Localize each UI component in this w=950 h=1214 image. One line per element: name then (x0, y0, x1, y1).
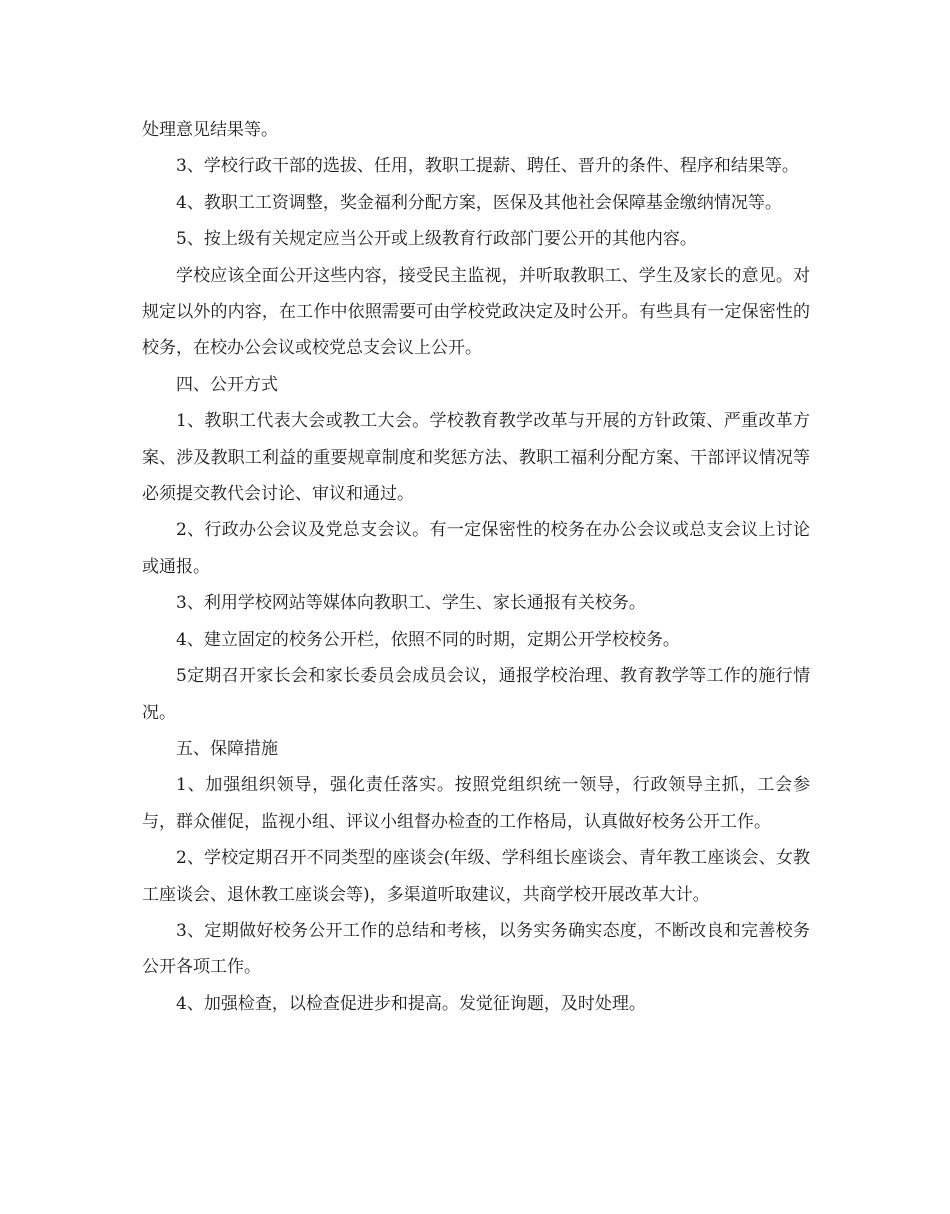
section-heading-methods: 四、公开方式 (176, 374, 278, 395)
paragraph-method-1: 1、教职工代表大会或教工大会。学校教育教学改革与开展的方针政策、严重改革方案、涉及教职工利益的重要规章制度和奖惩方法、教职工福利分配方案、干部评议情况等必须提交教代会讨论、审议和通过。 (142, 411, 810, 505)
paragraph-measure-2: 2、学校定期召开不同类型的座谈会(年级、学科组长座谈会、青年教工座谈会、女教工座谈会、退休教工座谈会等)，多渠道听取建议，共商学校开展改革大计。 (142, 848, 810, 905)
paragraph-item-4-wages: 4、教职工工资调整，奖金福利分配方案，医保及其他社会保障基金缴纳情况等。 (176, 192, 782, 213)
paragraph-method-2: 2、行政办公会议及党总支会议。有一定保密性的校务在办公会议或总支会议上讨论或通报。 (142, 520, 810, 577)
section-heading-measures: 五、保障措施 (176, 738, 278, 759)
paragraph-disclosure-scope: 学校应该全面公开这些内容，接受民主监视，并听取教职工、学生及家长的意见。对规定以外的内容，在工作中依照需要可由学校党政决定及时公开。有些具有一定保密性的校务，在校办公会议或校党总支会议上公开。 (142, 265, 810, 359)
paragraph-item-5-other: 5、按上级有关规定应当公开或上级教育行政部门要公开的其他内容。 (176, 229, 697, 250)
paragraph-method-4: 4、建立固定的校务公开栏，依照不同的时期，定期公开学校校务。 (176, 629, 680, 650)
paragraph-item-3-cadres: 3、学校行政干部的选拔、任用，教职工提薪、聘任、晋升的条件、程序和结果等。 (176, 156, 799, 177)
document-page (142, 112, 810, 1022)
paragraph-measure-1: 1、加强组织领导，强化责任落实。按照党组织统一领导，行政领导主抓，工会参与，群众催促，监视小组、评议小组督办检查的工作格局，认真做好校务公开工作。 (142, 775, 810, 832)
paragraph-measure-3: 3、定期做好校务公开工作的总结和考核，以务实务确实态度，不断改良和完善校务公开各项工作。 (142, 920, 810, 978)
paragraph-measure-4: 4、加强检查，以检查促进步和提高。发觉征询题，及时处理。 (176, 993, 646, 1014)
paragraph-continuation: 处理意见结果等。 (142, 120, 278, 140)
paragraph-method-3: 3、利用学校网站等媒体向教职工、学生、家长通报有关校务。 (176, 593, 646, 614)
paragraph-method-5: 5定期召开家长会和家长委员会成员会议，通报学校治理、教育教学等工作的施行情况。 (142, 666, 810, 723)
